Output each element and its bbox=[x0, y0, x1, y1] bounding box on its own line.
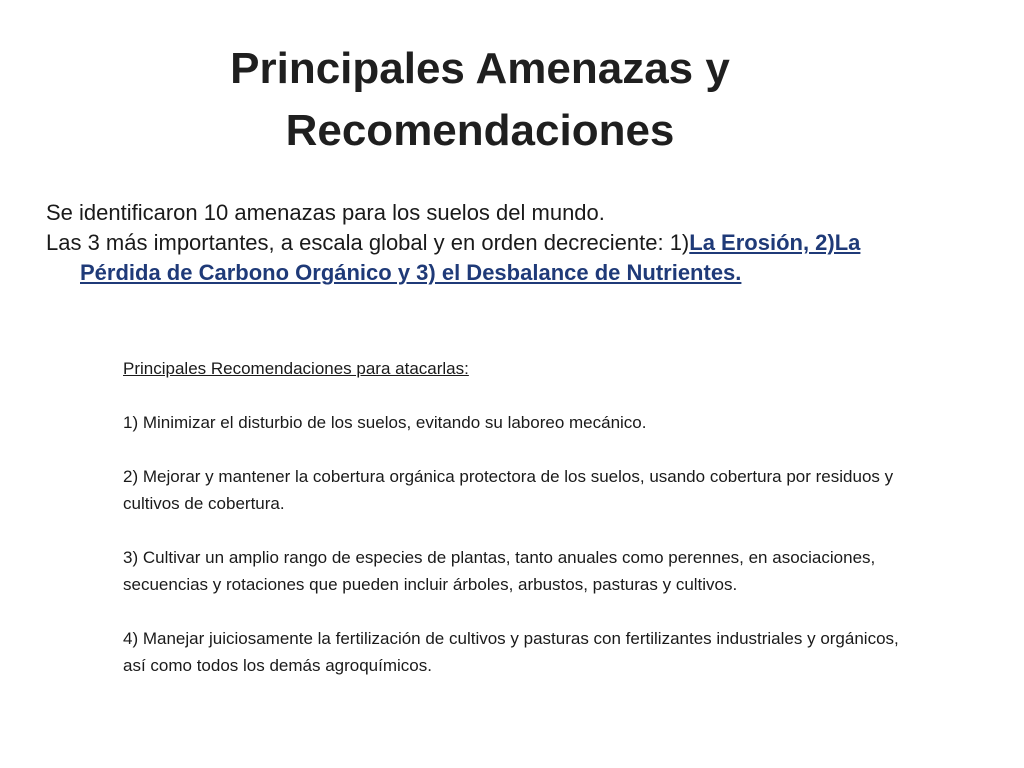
recommendation-item: 4) Manejar juiciosamente la fertilización de cultivos y pasturas con fertilizantes industriales y orgánicos, así como todos los demás agroquímicos. bbox=[123, 629, 899, 675]
slide-title bbox=[130, 38, 830, 162]
intro-line-1: Se identificaron 10 amenazas para los suelos del mundo. bbox=[46, 200, 605, 225]
intro-line-2 bbox=[46, 228, 946, 288]
title-line-1: Principales Amenazas y bbox=[230, 44, 730, 93]
intro-line-2-prefix: Las 3 más importantes, a escala global y en orden decreciente: 1) bbox=[46, 230, 690, 255]
recommendations-section bbox=[123, 355, 923, 679]
main-threats-highlight: La Erosión, 2)La Pérdida de Carbono Orgánico y 3) el Desbalance de Nutrientes. bbox=[80, 230, 861, 285]
title-line-2: Recomendaciones bbox=[285, 106, 675, 155]
intro-paragraph bbox=[46, 198, 946, 288]
recommendations-heading: Principales Recomendaciones para atacarlas: bbox=[123, 359, 469, 378]
recommendation-item: 1) Minimizar el disturbio de los suelos, evitando su laboreo mecánico. bbox=[123, 413, 647, 432]
recommendation-item: 2) Mejorar y mantener la cobertura orgánica protectora de los suelos, usando cobertura por residuos y cultivos de cobertura. bbox=[123, 467, 894, 513]
recommendation-item: 3) Cultivar un amplio rango de especies de plantas, tanto anuales como perennes, en asociaciones, secuencias y rotaciones que pueden incluir árboles, arbustos, pasturas y cultivos. bbox=[123, 548, 876, 594]
